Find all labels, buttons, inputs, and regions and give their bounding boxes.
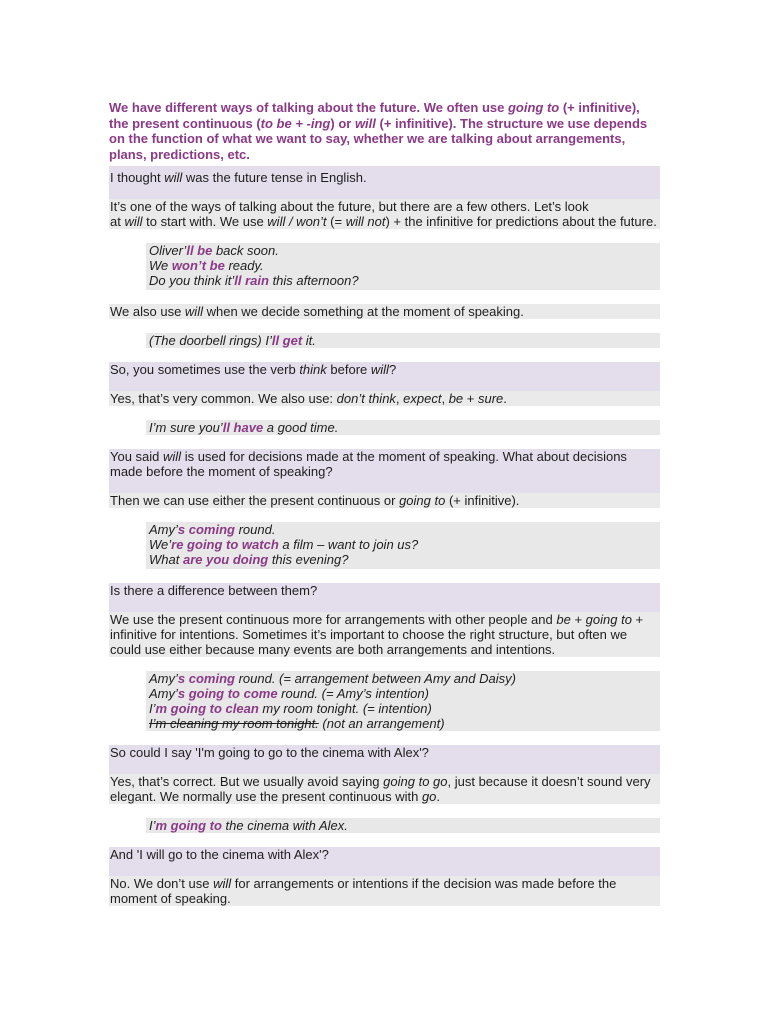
text-run: Then we can use either the present continuous or [110, 493, 400, 508]
text-run: was the future tense in English. [182, 170, 367, 185]
question-4-text [110, 583, 658, 612]
text-run: this afternoon? [268, 273, 359, 288]
text-run: ) or [330, 115, 355, 131]
italic-term: will / won’t [267, 214, 327, 229]
answer-1-text [110, 199, 658, 229]
text-run: before [326, 362, 371, 377]
italic-term: think [299, 362, 327, 377]
example-block-4 [146, 522, 660, 569]
italic-term: will [184, 304, 203, 319]
italic-term: will [124, 214, 143, 229]
italic-term: will not [345, 214, 386, 229]
text-run: So, you sometimes use the verb [110, 362, 300, 377]
italic-term: going to go [383, 774, 448, 789]
italic-term: will [354, 115, 376, 131]
text-run: You said [110, 449, 164, 464]
text-run: We also use [110, 304, 185, 319]
italic-term: don’t think [336, 391, 396, 406]
spacer-9 [109, 657, 660, 671]
spacer-6 [109, 435, 660, 449]
text-run: What [149, 552, 183, 567]
italic-term: go [421, 789, 437, 804]
text-run: I’ [149, 818, 156, 833]
text-run: round. (= arrangement between Amy and Daisy) [238, 671, 516, 686]
example-block-3-text [149, 420, 658, 435]
italic-term: will [213, 876, 232, 891]
text-run: round. (= Amy’s intention) [281, 686, 429, 701]
answer-3-text [110, 391, 658, 406]
question-6 [109, 847, 660, 876]
text-run: (The doorbell rings) I’ [149, 333, 272, 348]
answer-6-text [110, 774, 658, 804]
text-run: , [395, 391, 404, 406]
text-run: No. We don’t use [110, 876, 214, 891]
highlighted-phrase: re going to watch [171, 537, 279, 552]
text-run: I thought [110, 170, 165, 185]
text-run: ? [388, 362, 397, 377]
highlighted-phrase: ll be [186, 243, 213, 258]
dialogue-blocks [109, 166, 660, 906]
text-run: (= [326, 214, 346, 229]
spacer-12-text [110, 833, 658, 847]
text-run: We use the present continuous more for arrangements with other people and [110, 612, 557, 627]
italic-term: will [164, 170, 183, 185]
italic-term: going to [507, 100, 560, 115]
italic-term: be [448, 391, 464, 406]
text-run: We have different ways of talking about the future. We often use [109, 100, 508, 115]
spacer-5 [109, 406, 660, 420]
answer-6 [109, 774, 660, 804]
spacer-8 [109, 569, 660, 583]
text-run: (+ infinitive). [445, 493, 520, 508]
text-run: Oliver’ [149, 243, 187, 258]
answer-2 [109, 304, 660, 319]
question-1 [109, 166, 660, 199]
highlighted-phrase: won’t be [171, 258, 225, 273]
answer-1 [109, 199, 660, 229]
intro-paragraph [109, 100, 660, 166]
text-run: (+ infinitive). The structure we use depends on the function of what we want to say, whether we are talking about arrangements, plans, predictions, etc. [109, 115, 651, 162]
question-5 [109, 745, 660, 774]
highlighted-phrase: s going to come [177, 686, 278, 701]
answer-7 [109, 876, 660, 906]
spacer-5-text [110, 406, 658, 420]
italic-term: sure [478, 391, 504, 406]
answer-5 [109, 612, 660, 657]
text-run: + [463, 391, 478, 406]
question-5-text [110, 745, 658, 774]
document-page [109, 100, 660, 906]
text-run: Do you think it’ [149, 273, 235, 288]
italic-term: going to [585, 612, 632, 627]
italic-term: will [370, 362, 389, 377]
example-block-2-text [149, 333, 658, 348]
spacer-11-text [110, 804, 658, 818]
italic-term: be [556, 612, 571, 627]
spacer-11 [109, 804, 660, 818]
answer-4-text [110, 493, 658, 508]
question-2-text [110, 362, 658, 391]
text-run: Amy’ [149, 671, 178, 686]
text-run: a good time. [263, 420, 339, 435]
text-run: it. [302, 333, 316, 348]
text-run: , [441, 391, 449, 406]
text-run: And 'I will go to the cinema with Alex'? [110, 847, 329, 862]
text-run: We [149, 258, 172, 273]
text-run: back soon. [215, 243, 279, 258]
answer-7-text [110, 876, 658, 906]
text-run: So could I say 'I'm going to go to the cinema with Alex'? [110, 745, 429, 760]
question-1-text [110, 166, 658, 199]
spacer-1-text [110, 229, 658, 243]
question-3 [109, 449, 660, 493]
answer-4 [109, 493, 660, 508]
italic-term: expect [403, 391, 442, 406]
text-run: round. [238, 522, 276, 537]
text-run: I’ [149, 701, 156, 716]
example-block-2 [146, 333, 660, 348]
example-block-3 [146, 420, 660, 435]
highlighted-phrase: ll rain [234, 273, 269, 288]
text-run: . [503, 391, 507, 406]
text-run: this evening? [268, 552, 349, 567]
highlighted-phrase: m going to [155, 818, 222, 833]
example-block-4-text [149, 522, 658, 569]
text-run: Amy’ [149, 522, 178, 537]
text-run: a film – want to join us? [282, 537, 419, 552]
text-run: , just because it doesn’t sound very elegant. We normally use the present continuous with [110, 774, 655, 804]
highlighted-phrase: s coming [177, 671, 235, 686]
highlighted-phrase: s coming [177, 522, 235, 537]
spacer-9-text [110, 657, 658, 671]
example-block-5 [146, 671, 660, 731]
text-run: I’m sure you’ [149, 420, 223, 435]
spacer-10-text [110, 731, 658, 745]
text-run: to start with. We use [142, 214, 268, 229]
text-run: (not an arrangement) [318, 716, 445, 731]
spacer-12 [109, 833, 660, 847]
text-run: Amy’ [149, 686, 178, 701]
text-run: when we decide something at the moment of speaking. [202, 304, 524, 319]
text-run: Is there a difference between them? [110, 583, 318, 598]
text-run: We’ [149, 537, 172, 552]
spacer-1 [109, 229, 660, 243]
text-run: Yes, that’s correct. But we usually avoid saying [110, 774, 384, 789]
answer-5-text [110, 612, 658, 657]
text-run: ready. [228, 258, 264, 273]
spacer-3-text [110, 319, 658, 333]
spacer-2 [109, 290, 660, 304]
italic-term: to be + -ing [260, 115, 331, 131]
spacer-7 [109, 508, 660, 522]
spacer-7-text [110, 508, 658, 522]
example-block-1-text [149, 243, 658, 290]
example-block-1 [146, 243, 660, 290]
spacer-10 [109, 731, 660, 745]
text-run: the cinema with Alex. [221, 818, 348, 833]
example-block-6 [146, 818, 660, 833]
text-run: is used for decisions made at the moment of speaking. What about decisions made before the moment of speaking? [110, 449, 631, 479]
highlighted-phrase: are you doing [182, 552, 269, 567]
text-run: . [436, 789, 441, 804]
example-block-5-text [149, 671, 658, 731]
question-6-text [110, 847, 658, 876]
highlighted-phrase: ll get [271, 333, 303, 348]
struck-out-phrase: I’m cleaning my room tonight. [149, 716, 319, 731]
text-run: ) + the infinitive for predictions about the future. [385, 214, 657, 229]
example-block-6-text [149, 818, 658, 833]
text-run: + [570, 612, 586, 627]
answer-3 [109, 391, 660, 406]
highlighted-phrase: ll have [222, 420, 264, 435]
italic-term: will [163, 449, 182, 464]
spacer-2-text [110, 290, 658, 304]
highlighted-phrase: m going to clean [155, 701, 259, 716]
spacer-4 [109, 348, 660, 362]
spacer-6-text [110, 435, 658, 449]
spacer-4-text [110, 348, 658, 362]
text-run: Yes, that’s very common. We also use: [110, 391, 337, 406]
spacer-8-text [110, 569, 658, 583]
question-2 [109, 362, 660, 391]
text-run: (+ infinitive), the present continuous ( [109, 100, 644, 131]
text-run: my room tonight. (= intention) [262, 701, 432, 716]
italic-term: going to [399, 493, 446, 508]
text-run: It’s one of the ways of talking about the future, but there are a few others. Let’s look at [110, 199, 589, 229]
question-4 [109, 583, 660, 612]
text-run: for arrangements or intentions if the decision was made before the moment of speaking. [110, 876, 620, 906]
text-run: + infinitive for intentions. Sometimes it’s important to choose the right structure, but often we could use either because many events are both arrangements and intentions. [110, 612, 647, 657]
question-3-text [110, 449, 658, 493]
spacer-3 [109, 319, 660, 333]
answer-2-text [110, 304, 658, 319]
